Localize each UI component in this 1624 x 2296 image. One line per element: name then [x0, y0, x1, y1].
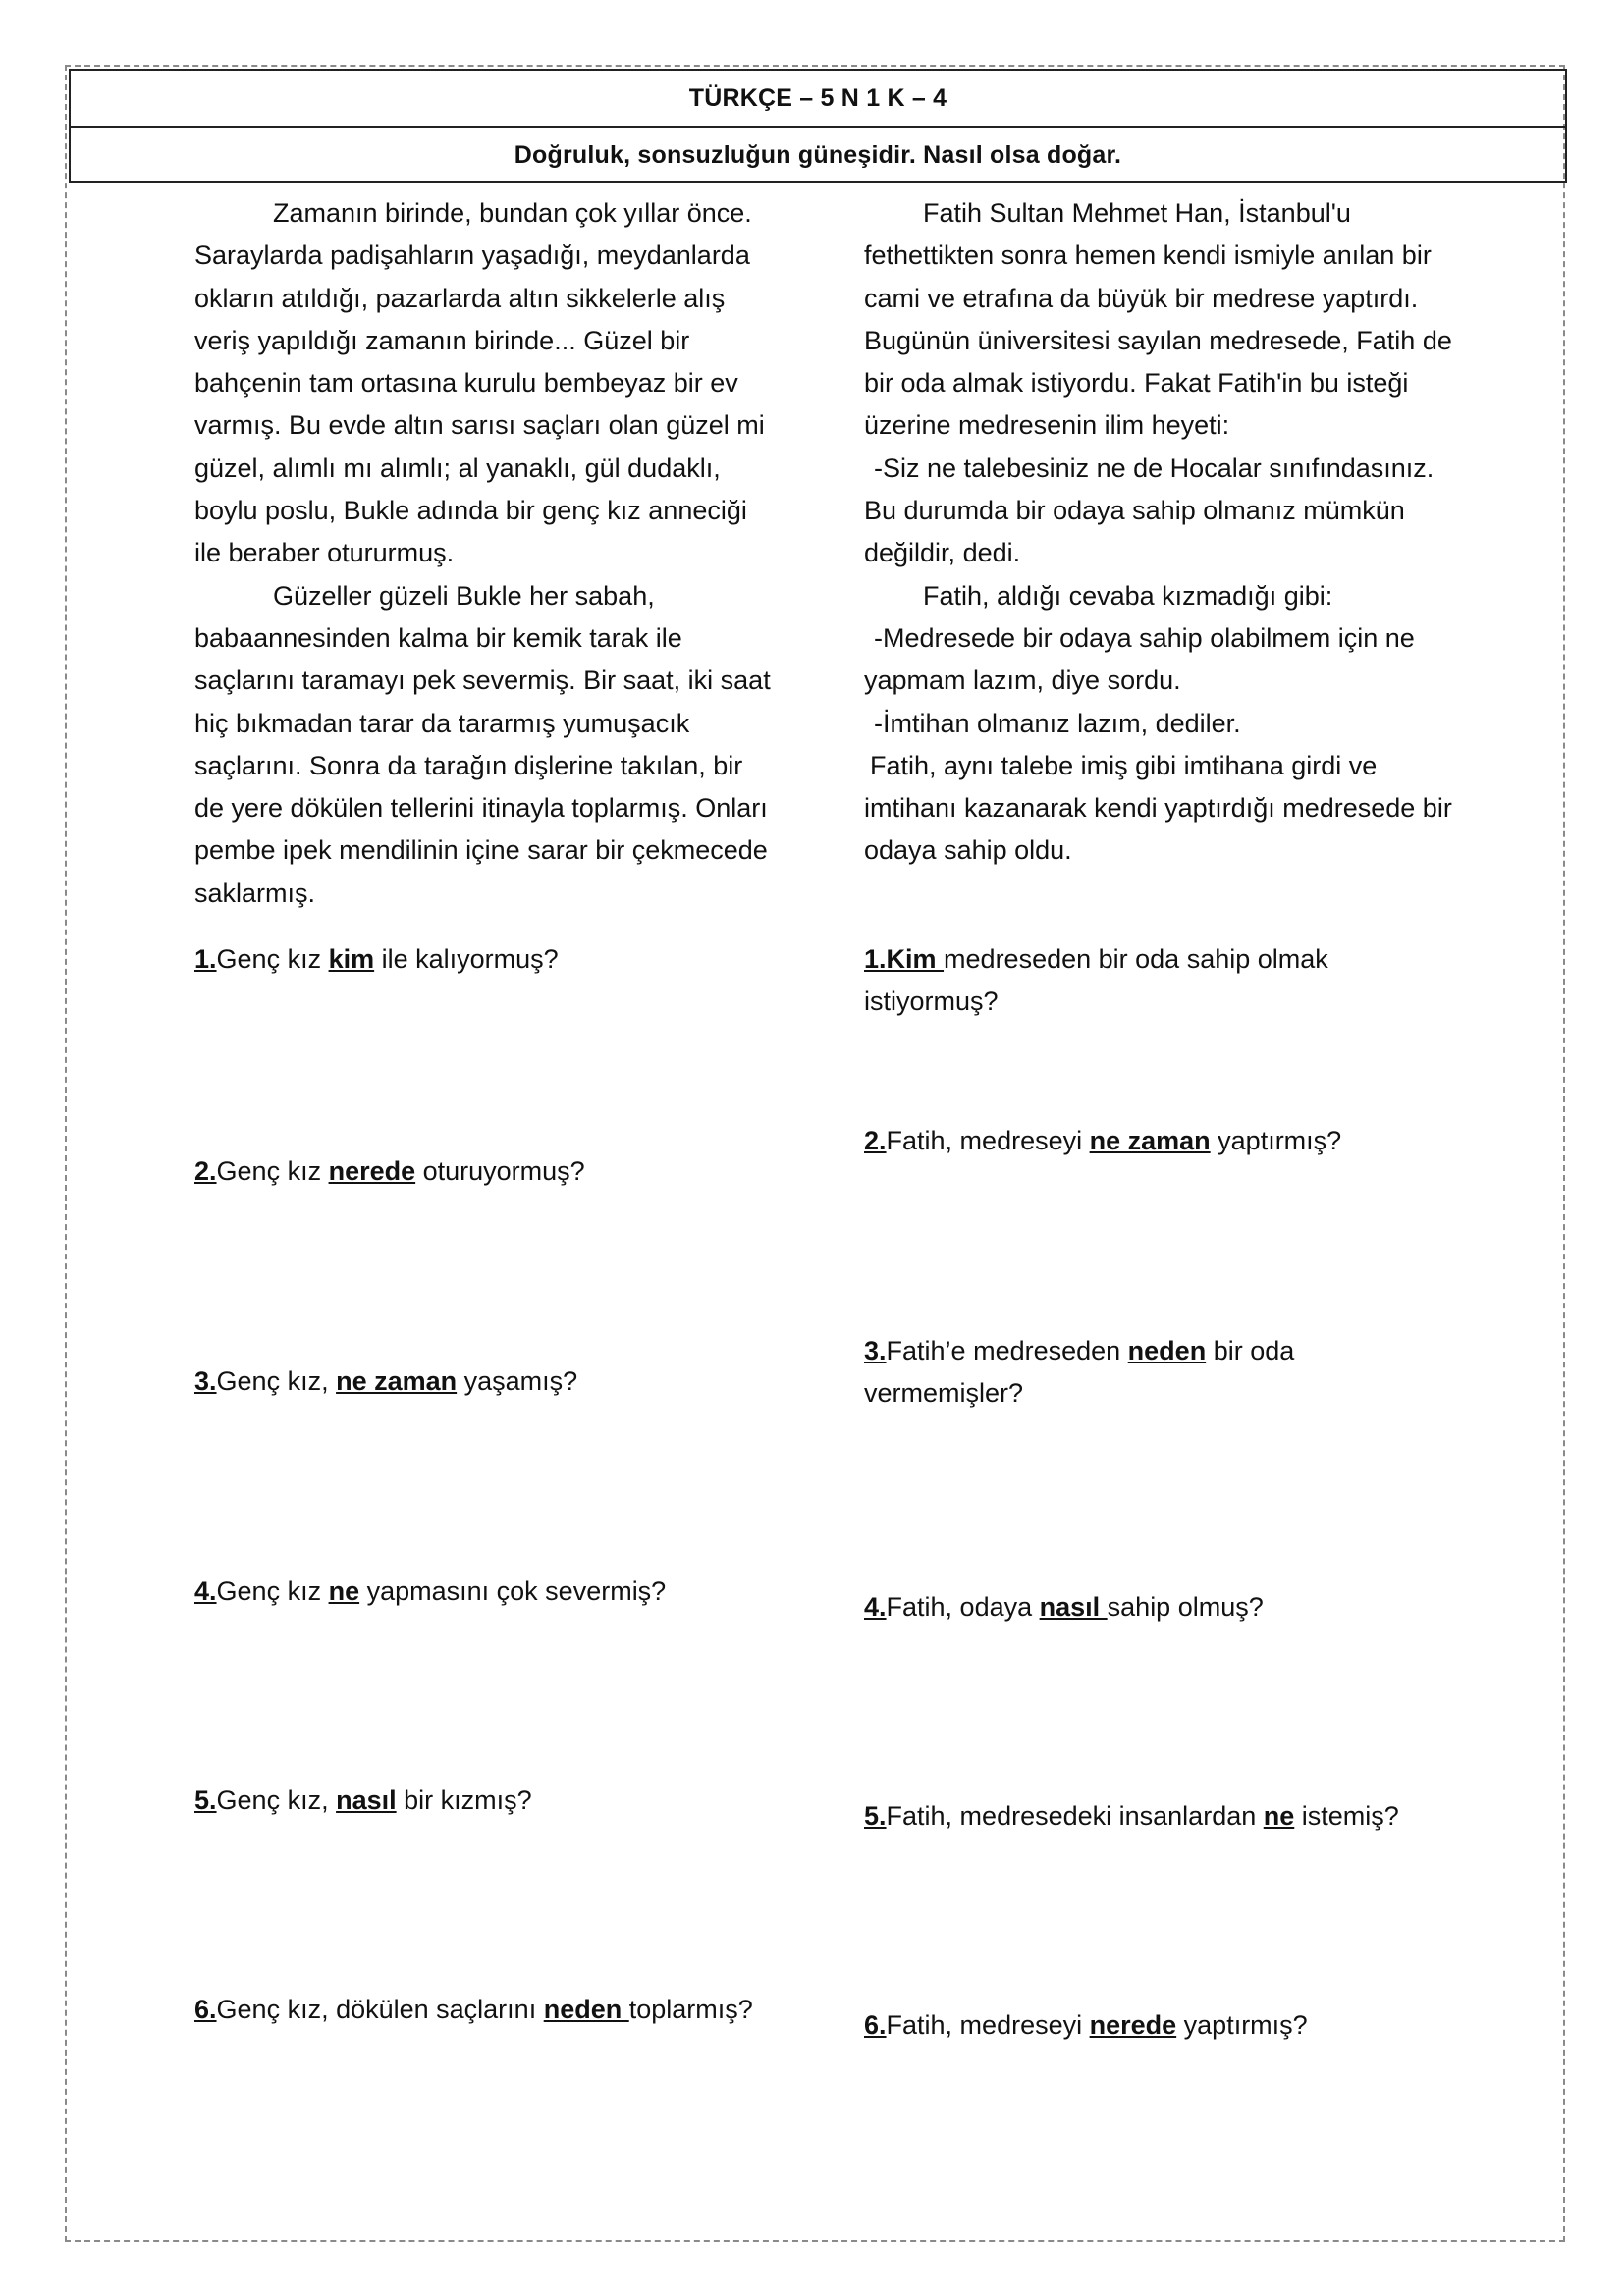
question-text: Genç kız, [216, 1366, 337, 1396]
question-number: 4. [864, 1592, 887, 1622]
question-text: Genç kız [216, 1576, 329, 1606]
left-question-6 [194, 1989, 764, 2031]
question-text: yaptırmış? [1176, 2010, 1308, 2040]
question-number: 1. [864, 944, 887, 974]
left-question-2 [194, 1150, 764, 1193]
question-text: yaşamış? [457, 1366, 578, 1396]
question-text: Genç kız, dökülen saçlarını [216, 1995, 544, 2024]
right-story [864, 192, 1453, 873]
question-number: 5. [864, 1801, 887, 1831]
question-keyword: nerede [328, 1156, 416, 1186]
question-text: oturuyormuş? [415, 1156, 585, 1186]
question-keyword: neden [1127, 1336, 1207, 1365]
right-story-paragraph: Fatih, aldığı cevaba kızmadığı gibi: [923, 580, 1333, 611]
worksheet-title: TÜRKÇE – 5 N 1 K – 4 [688, 83, 947, 112]
right-story-paragraph: -Medresede bir odaya sahip olabilmem için ne yapmam lazım, diye sordu. [864, 622, 1415, 696]
right-story-paragraph: Fatih Sultan Mehmet Han, İstanbul'u fethettikten sonra hemen kendi ismiyle anılan bir cami ve etrafına da büyük bir medrese yaptırdı. Bugünün üniversitesi sayılan medresede, Fatih de bir oda almak istiyordu. Fakat Fatih'in bu isteği üzerine medresenin ilim heyeti: [864, 198, 1452, 441]
left-story-paragraph: Güzeller güzeli Bukle her sabah, babaannesinden kalma bir kemik tarak ile saçlarını taramayı pek severmiş. Bir saat, iki saat hiç bıkmadan tarar da tararmış yumuşacık saçlarını. Sonra da tarağın dişlerine takılan, bir de yere dökülen tellerini itinayla toplarmış. Onları pembe ipek mendilinin içine sarar bir çekmecede saklarmış. [194, 580, 771, 908]
left-question-4 [194, 1571, 764, 1613]
question-number: 2. [864, 1126, 887, 1155]
question-number: 6. [864, 2010, 887, 2040]
question-text: sahip olmuş? [1107, 1592, 1264, 1622]
question-number: 3. [194, 1366, 217, 1396]
question-text: Fatih, medresedeki insanlardan [886, 1801, 1264, 1831]
worksheet-header [69, 69, 1567, 183]
left-question-3 [194, 1361, 764, 1403]
question-text: Fatih, odaya [886, 1592, 1040, 1622]
question-text: Fatih’e medreseden [886, 1336, 1128, 1365]
question-text: Fatih, medreseyi [886, 1126, 1090, 1155]
question-text: medreseden bir oda sahip olmak istiyormuş? [864, 944, 1328, 1017]
question-text: toplarmış? [628, 1995, 753, 2024]
left-question-1 [194, 938, 764, 981]
question-text: Fatih, medreseyi [886, 2010, 1090, 2040]
question-keyword: neden [543, 1995, 629, 2024]
question-number: 3. [864, 1336, 887, 1365]
question-text: yaptırmış? [1210, 1126, 1342, 1155]
right-question-6 [864, 2004, 1434, 2047]
left-story-paragraph: Zamanın birinde, bundan çok yıllar önce. Saraylarda padişahların yaşadığı, meydanlarda okların atıldığı, pazarlarda altın sikkelerle alış veriş yapıldığı zamanın birinde... Güzel bir bahçenin tam ortasına kurulu bembeyaz bir ev varmış. Bu evde altın sarısı saçları olan güzel mi güzel, alımlı mı alımlı; al yanaklı, gül dudaklı, boylu poslu, Bukle adında bir genç kız anneciği ile beraber otururmuş. [194, 198, 765, 568]
right-question-4 [864, 1586, 1434, 1629]
question-keyword: Kim [886, 944, 945, 974]
question-keyword: ne zaman [1089, 1126, 1211, 1155]
question-text: bir kızmış? [396, 1786, 532, 1815]
question-keyword: ne zaman [336, 1366, 458, 1396]
question-keyword: ne [328, 1576, 360, 1606]
right-story-paragraph: Fatih, aynı talebe imiş gibi imtihana girdi ve imtihanı kazanarak kendi yaptırdığı medresede bir odaya sahip oldu. [864, 750, 1452, 866]
question-number: 2. [194, 1156, 217, 1186]
right-question-1 [864, 938, 1414, 1024]
right-question-2 [864, 1120, 1434, 1162]
question-keyword: nasıl [1039, 1592, 1108, 1622]
right-story-paragraph: -Siz ne talebesiniz ne de Hocalar sınıfındasınız. Bu durumda bir odaya sahip olmanız mümkün değildir, dedi. [864, 453, 1435, 568]
right-question-5 [864, 1795, 1473, 1838]
question-number: 6. [194, 1995, 217, 2024]
question-text: Genç kız [216, 1156, 329, 1186]
worksheet-motto: Doğruluk, sonsuzluğun güneşidir. Nasıl olsa doğar. [71, 126, 1565, 183]
question-keyword: kim [328, 944, 375, 974]
right-story-paragraph: -İmtihan olmanız lazım, dediler. [874, 708, 1241, 738]
question-text: istemiş? [1294, 1801, 1399, 1831]
question-number: 4. [194, 1576, 217, 1606]
question-number: 1. [194, 944, 217, 974]
question-keyword: ne [1263, 1801, 1295, 1831]
question-text: yapmasını çok severmiş? [359, 1576, 667, 1606]
question-text: ile kalıyormuş? [374, 944, 559, 974]
left-story [194, 192, 774, 915]
left-question-5 [194, 1780, 764, 1822]
question-text: Genç kız, [216, 1786, 337, 1815]
question-number: 5. [194, 1786, 217, 1815]
question-text: bir oda vermemişler? [864, 1336, 1295, 1409]
question-keyword: nasıl [336, 1786, 397, 1815]
question-keyword: nerede [1089, 2010, 1177, 2040]
question-text: Genç kız [216, 944, 329, 974]
right-question-3 [864, 1330, 1375, 1415]
